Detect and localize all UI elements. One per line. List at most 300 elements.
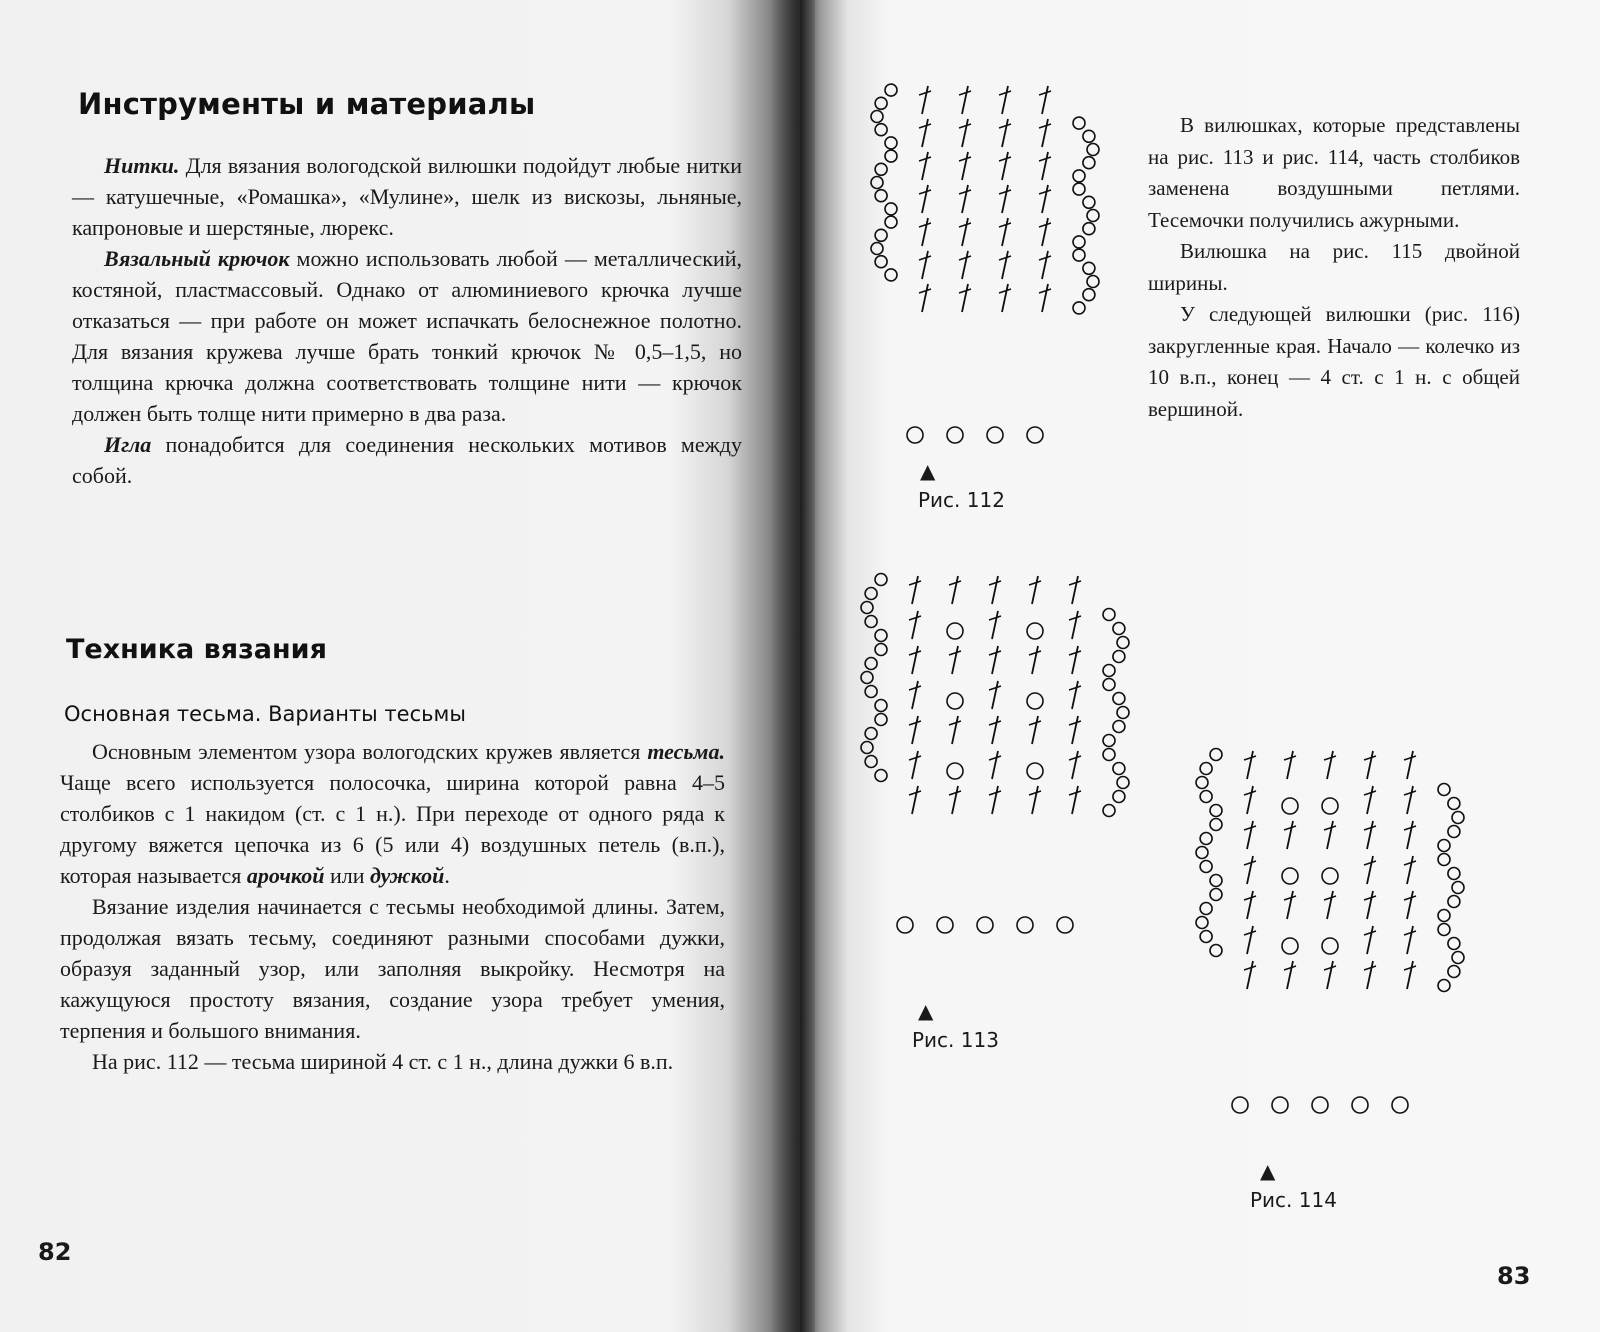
chain-stitch-mark [875, 700, 887, 712]
chain-stitch-mark [1438, 784, 1450, 796]
chain-stitch-mark [1103, 735, 1115, 747]
chain-stitch-mark [1282, 798, 1298, 814]
dc-stitch-mark [1002, 119, 1008, 147]
dc-yarnover-mark [989, 651, 1001, 655]
dc-stitch-mark [1247, 751, 1253, 779]
dc-stitch-mark [962, 284, 968, 312]
dc-stitch-mark [962, 119, 968, 147]
chain-stitch-mark [1232, 1097, 1248, 1113]
dc-yarnover-mark [1039, 124, 1051, 128]
chain-stitch-mark [875, 163, 887, 175]
dc-stitch-mark [952, 786, 958, 814]
chain-stitch-mark [1448, 966, 1460, 978]
dc-stitch-mark [1367, 821, 1373, 849]
chain-stitch-mark [1113, 651, 1125, 663]
chain-stitch-mark [1073, 236, 1085, 248]
dc-yarnover-mark [1244, 861, 1256, 865]
chain-stitch-mark [1196, 777, 1208, 789]
chain-stitch-mark [1200, 931, 1212, 943]
chain-stitch-mark [1027, 693, 1043, 709]
subsection-title: Основная тесьма. Варианты тесьмы [64, 702, 466, 726]
dc-stitch-mark [912, 751, 918, 779]
chain-stitch-mark [871, 243, 883, 255]
chain-stitch-mark [885, 203, 897, 215]
chain-stitch-mark [1117, 777, 1129, 789]
paragraph-text: Основным элементом узора вологодских кружев является [92, 739, 648, 764]
dc-yarnover-mark [1324, 896, 1336, 900]
dc-stitch-mark [952, 646, 958, 674]
dc-yarnover-mark [959, 223, 971, 227]
chain-stitch-mark [1073, 249, 1085, 261]
dc-stitch-mark [962, 251, 968, 279]
dc-stitch-mark [992, 681, 998, 709]
paragraph-text: . [444, 863, 450, 888]
chain-stitch-mark [907, 427, 923, 443]
dc-stitch-mark [1072, 716, 1078, 744]
dc-yarnover-mark [909, 581, 921, 585]
dc-stitch-mark [1327, 751, 1333, 779]
chain-stitch-mark [947, 427, 963, 443]
chain-stitch-mark [1113, 791, 1125, 803]
chain-stitch-mark [1103, 679, 1115, 691]
dc-stitch-mark [912, 681, 918, 709]
chain-stitch-mark [1210, 749, 1222, 761]
dc-yarnover-mark [1244, 826, 1256, 830]
page-number-left: 82 [38, 1238, 72, 1266]
dc-stitch-mark [962, 152, 968, 180]
dc-yarnover-mark [1069, 721, 1081, 725]
paragraph-text: можно использовать любой — металлический, костяной, пластмассовый. Однако от алюминиевого крючка лучше отказаться — при работе он может испачкать белоснежное полотно. Для вязания кружева лучше брать тонкий крючок № 0,5–1,5, но толщина крючка должна соответствовать толщине нити — крючок должен быть толще нити примерно в два раза. [72, 246, 742, 426]
dc-stitch-mark [1287, 751, 1293, 779]
dc-yarnover-mark [1364, 896, 1376, 900]
chain-stitch-mark [1452, 882, 1464, 894]
dc-stitch-mark [1367, 961, 1373, 989]
chain-stitch-mark [947, 763, 963, 779]
chain-stitch-mark [987, 427, 1003, 443]
dc-yarnover-mark [1364, 861, 1376, 865]
dc-stitch-mark [1032, 576, 1038, 604]
dc-stitch-mark [1367, 926, 1373, 954]
chain-stitch-mark [1452, 812, 1464, 824]
chain-stitch-mark [861, 672, 873, 684]
dc-yarnover-mark [1029, 581, 1041, 585]
dc-stitch-mark [1247, 821, 1253, 849]
dc-stitch-mark [912, 611, 918, 639]
chain-stitch-mark [1027, 623, 1043, 639]
dc-yarnover-mark [999, 223, 1011, 227]
dc-stitch-mark [1072, 611, 1078, 639]
page-title: Инструменты и материалы [78, 87, 536, 121]
chain-stitch-mark [1083, 196, 1095, 208]
dc-stitch-mark [1002, 251, 1008, 279]
chain-stitch-mark [871, 111, 883, 123]
dc-yarnover-mark [989, 721, 1001, 725]
dc-yarnover-mark [1039, 190, 1051, 194]
page-number-right: 83 [1497, 1262, 1531, 1290]
chain-stitch-mark [1322, 868, 1338, 884]
dc-yarnover-mark [989, 791, 1001, 795]
chain-stitch-mark [885, 84, 897, 96]
chain-stitch-mark [885, 150, 897, 162]
dc-stitch-mark [1042, 218, 1048, 246]
dc-stitch-mark [922, 185, 928, 213]
chain-stitch-mark [1113, 721, 1125, 733]
dc-stitch-mark [922, 119, 928, 147]
dc-yarnover-mark [1039, 289, 1051, 293]
dc-yarnover-mark [959, 190, 971, 194]
chain-stitch-mark [1083, 130, 1095, 142]
chain-stitch-mark [875, 574, 887, 586]
dc-yarnover-mark [1324, 826, 1336, 830]
dc-stitch-mark [922, 251, 928, 279]
term-needle: Игла [104, 432, 152, 457]
chain-stitch-mark [1210, 945, 1222, 957]
dc-yarnover-mark [949, 721, 961, 725]
dc-yarnover-mark [1069, 756, 1081, 760]
dc-stitch-mark [992, 646, 998, 674]
chain-stitch-mark [1073, 170, 1085, 182]
chain-stitch-mark [875, 770, 887, 782]
dc-yarnover-mark [1039, 223, 1051, 227]
dc-yarnover-mark [1364, 931, 1376, 935]
dc-stitch-mark [1072, 681, 1078, 709]
chain-stitch-mark [875, 256, 887, 268]
dc-stitch-mark [1247, 786, 1253, 814]
dc-stitch-mark [912, 716, 918, 744]
dc-stitch-mark [922, 218, 928, 246]
dc-stitch-mark [1042, 284, 1048, 312]
dc-yarnover-mark [959, 91, 971, 95]
chain-stitch-mark [1210, 805, 1222, 817]
chain-stitch-mark [1448, 826, 1460, 838]
dc-yarnover-mark [989, 686, 1001, 690]
chain-stitch-mark [875, 714, 887, 726]
dc-stitch-mark [1042, 251, 1048, 279]
chain-stitch-mark [1200, 833, 1212, 845]
chain-stitch-mark [875, 97, 887, 109]
dc-stitch-mark [962, 218, 968, 246]
dc-yarnover-mark [1029, 791, 1041, 795]
dc-yarnover-mark [1364, 756, 1376, 760]
dc-stitch-mark [922, 284, 928, 312]
chain-stitch-mark [1057, 917, 1073, 933]
chain-stitch-mark [1438, 840, 1450, 852]
chain-stitch-mark [1117, 637, 1129, 649]
dc-yarnover-mark [999, 91, 1011, 95]
dc-yarnover-mark [999, 289, 1011, 293]
dc-yarnover-mark [989, 616, 1001, 620]
dc-stitch-mark [962, 185, 968, 213]
chain-stitch-mark [1452, 952, 1464, 964]
chain-stitch-mark [1352, 1097, 1368, 1113]
dc-stitch-mark [992, 611, 998, 639]
chain-stitch-mark [865, 756, 877, 768]
triangle-marker-icon: ▲ [918, 999, 934, 1023]
dc-yarnover-mark [959, 289, 971, 293]
dc-yarnover-mark [1284, 966, 1296, 970]
paragraph-fig115: Вилюшка на рис. 115 двойной ширины. [1148, 239, 1520, 295]
dc-yarnover-mark [1404, 861, 1416, 865]
dc-stitch-mark [1042, 119, 1048, 147]
chain-stitch-mark [1200, 903, 1212, 915]
chain-stitch-mark [885, 216, 897, 228]
dc-stitch-mark [912, 786, 918, 814]
chain-stitch-mark [1438, 980, 1450, 992]
dc-stitch-mark [1072, 576, 1078, 604]
paragraph-text: или [324, 863, 370, 888]
dc-stitch-mark [922, 86, 928, 114]
chain-stitch-mark [865, 588, 877, 600]
chain-stitch-mark [1200, 791, 1212, 803]
term-hook: Вязальный крючок [104, 246, 290, 271]
chain-stitch-mark [1073, 302, 1085, 314]
dc-stitch-mark [1072, 786, 1078, 814]
dc-stitch-mark [1032, 646, 1038, 674]
chain-stitch-mark [1087, 210, 1099, 222]
dc-yarnover-mark [1039, 91, 1051, 95]
chain-stitch-mark [1083, 223, 1095, 235]
chain-stitch-mark [861, 742, 873, 754]
chain-stitch-mark [875, 124, 887, 136]
dc-yarnover-mark [999, 157, 1011, 161]
dc-stitch-mark [992, 786, 998, 814]
dc-yarnover-mark [909, 791, 921, 795]
dc-yarnover-mark [999, 124, 1011, 128]
dc-yarnover-mark [1404, 966, 1416, 970]
chain-stitch-mark [1083, 289, 1095, 301]
dc-yarnover-mark [909, 651, 921, 655]
dc-yarnover-mark [919, 157, 931, 161]
dc-yarnover-mark [999, 256, 1011, 260]
dc-stitch-mark [1367, 856, 1373, 884]
chain-stitch-mark [897, 917, 913, 933]
dc-stitch-mark [1247, 891, 1253, 919]
dc-stitch-mark [1002, 152, 1008, 180]
chain-stitch-mark [947, 693, 963, 709]
chain-stitch-mark [1322, 938, 1338, 954]
dc-yarnover-mark [989, 581, 1001, 585]
dc-yarnover-mark [1069, 791, 1081, 795]
dc-yarnover-mark [909, 721, 921, 725]
dc-stitch-mark [962, 86, 968, 114]
chain-stitch-mark [1448, 896, 1460, 908]
dc-yarnover-mark [949, 651, 961, 655]
dc-stitch-mark [1002, 284, 1008, 312]
dc-stitch-mark [922, 152, 928, 180]
dc-stitch-mark [1287, 891, 1293, 919]
chain-stitch-mark [1113, 623, 1125, 635]
chain-stitch-mark [1113, 763, 1125, 775]
dc-stitch-mark [1367, 891, 1373, 919]
dc-stitch-mark [1247, 856, 1253, 884]
chain-stitch-mark [1392, 1097, 1408, 1113]
chain-stitch-mark [1103, 665, 1115, 677]
dc-stitch-mark [1327, 821, 1333, 849]
chain-stitch-mark [875, 190, 887, 202]
chain-stitch-mark [977, 917, 993, 933]
dc-yarnover-mark [959, 157, 971, 161]
figure-caption: Рис. 113 [912, 1028, 999, 1052]
dc-stitch-mark [1367, 751, 1373, 779]
dc-yarnover-mark [1069, 651, 1081, 655]
dc-yarnover-mark [919, 223, 931, 227]
dc-yarnover-mark [1029, 721, 1041, 725]
chain-stitch-mark [1210, 889, 1222, 901]
dc-yarnover-mark [1244, 791, 1256, 795]
chain-stitch-mark [1027, 763, 1043, 779]
chain-stitch-mark [1438, 854, 1450, 866]
paragraph-text: Для вязания вологодской вилюшки подойдут любые нитки — катушечные, «Ромашка», «Мулине», шелк из вискозы, льняные, капроновые и шерстяные, люрекс. [72, 153, 742, 240]
dc-yarnover-mark [1039, 256, 1051, 260]
dc-stitch-mark [1327, 891, 1333, 919]
chain-stitch-mark [885, 137, 897, 149]
dc-yarnover-mark [949, 791, 961, 795]
dc-yarnover-mark [1069, 616, 1081, 620]
dc-stitch-mark [1042, 152, 1048, 180]
dc-yarnover-mark [1364, 826, 1376, 830]
paragraph-fig116: У следующей вилюшки (рис. 116) закругленные края. Начало — колечко из 10 в.п., конец — 4 ст. с 1 н. с общей вершиной. [1148, 302, 1520, 421]
dc-yarnover-mark [1069, 686, 1081, 690]
chain-stitch-mark [1087, 276, 1099, 288]
dc-yarnover-mark [1284, 756, 1296, 760]
paragraph-text: понадобится для соединения нескольких мотивов между собой. [72, 432, 742, 488]
dc-stitch-mark [952, 576, 958, 604]
dc-yarnover-mark [959, 256, 971, 260]
dc-stitch-mark [1367, 786, 1373, 814]
dc-stitch-mark [1032, 786, 1038, 814]
dc-yarnover-mark [919, 256, 931, 260]
chain-stitch-mark [885, 269, 897, 281]
dc-stitch-mark [1002, 218, 1008, 246]
chain-stitch-mark [1438, 910, 1450, 922]
chain-stitch-mark [1113, 693, 1125, 705]
dc-yarnover-mark [1244, 966, 1256, 970]
dc-stitch-mark [992, 751, 998, 779]
chain-stitch-mark [1448, 798, 1460, 810]
dc-yarnover-mark [1284, 896, 1296, 900]
chain-stitch-mark [1312, 1097, 1328, 1113]
chain-stitch-mark [1117, 707, 1129, 719]
dc-yarnover-mark [1039, 157, 1051, 161]
dc-yarnover-mark [909, 686, 921, 690]
chain-stitch-mark [1083, 157, 1095, 169]
paragraph-fig112: На рис. 112 — тесьма шириной 4 ст. с 1 н., длина дужки 6 в.п. [92, 1049, 674, 1074]
section-title: Техника вязания [66, 634, 327, 665]
chain-stitch-mark [875, 229, 887, 241]
dc-yarnover-mark [1404, 931, 1416, 935]
chain-stitch-mark [865, 728, 877, 740]
dc-stitch-mark [912, 576, 918, 604]
chain-stitch-mark [875, 644, 887, 656]
chain-stitch-mark [947, 623, 963, 639]
chain-stitch-mark [1103, 749, 1115, 761]
chain-stitch-mark [1210, 875, 1222, 887]
dc-stitch-mark [1287, 961, 1293, 989]
chain-stitch-mark [865, 686, 877, 698]
chain-stitch-mark [1210, 819, 1222, 831]
chain-stitch-mark [861, 602, 873, 614]
dc-stitch-mark [912, 646, 918, 674]
dc-stitch-mark [1407, 961, 1413, 989]
dc-stitch-mark [1407, 891, 1413, 919]
chain-stitch-mark [1448, 868, 1460, 880]
dc-stitch-mark [1072, 646, 1078, 674]
dc-stitch-mark [1287, 821, 1293, 849]
dc-yarnover-mark [919, 289, 931, 293]
dc-stitch-mark [1042, 185, 1048, 213]
dc-stitch-mark [1247, 926, 1253, 954]
dc-yarnover-mark [999, 190, 1011, 194]
dc-stitch-mark [992, 716, 998, 744]
triangle-marker-icon: ▲ [1260, 1159, 1276, 1183]
term-loop: дужкой [369, 863, 445, 888]
chain-stitch-mark [937, 917, 953, 933]
dc-yarnover-mark [949, 581, 961, 585]
dc-yarnover-mark [1244, 931, 1256, 935]
chain-stitch-mark [865, 616, 877, 628]
dc-yarnover-mark [1244, 756, 1256, 760]
chain-stitch-mark [1272, 1097, 1288, 1113]
dc-stitch-mark [1407, 751, 1413, 779]
term-threads: Нитки. [104, 153, 180, 178]
dc-yarnover-mark [989, 756, 1001, 760]
chain-stitch-mark [1196, 847, 1208, 859]
chain-stitch-mark [1438, 924, 1450, 936]
dc-yarnover-mark [919, 124, 931, 128]
dc-yarnover-mark [909, 616, 921, 620]
dc-stitch-mark [1042, 86, 1048, 114]
paragraph-fig113-114: В вилюшках, которые представлены на рис. 113 и рис. 114, часть столбиков заменена воздушными петлями. Тесемочки получились ажурными. [1148, 113, 1520, 232]
chain-stitch-mark [1083, 262, 1095, 274]
chain-stitch-mark [1282, 868, 1298, 884]
chain-stitch-mark [1087, 144, 1099, 156]
dc-yarnover-mark [1364, 966, 1376, 970]
dc-stitch-mark [1002, 185, 1008, 213]
chain-stitch-mark [1103, 609, 1115, 621]
dc-yarnover-mark [1324, 756, 1336, 760]
dc-stitch-mark [1407, 821, 1413, 849]
chain-stitch-mark [1073, 183, 1085, 195]
paragraph-process: Вязание изделия начинается с тесьмы необходимой длины. Затем, продолжая вязать тесьму, соединяют разными способами дужки, образуя заданный узор, или заполняя выкройку. Несмотря на кажущуюся простоту вязания, создание узора требует умения, терпения и большого внимания. [60, 894, 725, 1043]
chain-stitch-mark [1200, 861, 1212, 873]
dc-stitch-mark [1407, 786, 1413, 814]
dc-stitch-mark [1327, 961, 1333, 989]
dc-yarnover-mark [959, 124, 971, 128]
dc-yarnover-mark [1244, 896, 1256, 900]
dc-yarnover-mark [1404, 896, 1416, 900]
dc-yarnover-mark [919, 190, 931, 194]
chain-stitch-mark [1322, 798, 1338, 814]
paragraph-text: Чаще всего используется полосочка, ширина которой равна 4–5 столбиков с 1 накидом (ст. с 1 н.). При переходе от одного ряда к другому вяжется цепочка из 6 (5 или 4) воздушных петель (в.п.), которая называется [60, 770, 725, 888]
chain-stitch-mark [871, 177, 883, 189]
dc-yarnover-mark [1069, 581, 1081, 585]
chain-stitch-mark [865, 658, 877, 670]
dc-stitch-mark [1072, 751, 1078, 779]
dc-stitch-mark [952, 716, 958, 744]
figure-caption: Рис. 114 [1250, 1188, 1337, 1212]
dc-yarnover-mark [1324, 966, 1336, 970]
chain-stitch-mark [1448, 938, 1460, 950]
triangle-marker-icon: ▲ [920, 459, 936, 483]
chain-stitch-mark [875, 630, 887, 642]
dc-yarnover-mark [1404, 791, 1416, 795]
chain-stitch-mark [1282, 938, 1298, 954]
figure-caption: Рис. 112 [918, 488, 1005, 512]
term-tape: тесьма. [647, 739, 725, 764]
term-arch: арочкой [246, 863, 325, 888]
chain-stitch-mark [1200, 763, 1212, 775]
dc-yarnover-mark [1029, 651, 1041, 655]
